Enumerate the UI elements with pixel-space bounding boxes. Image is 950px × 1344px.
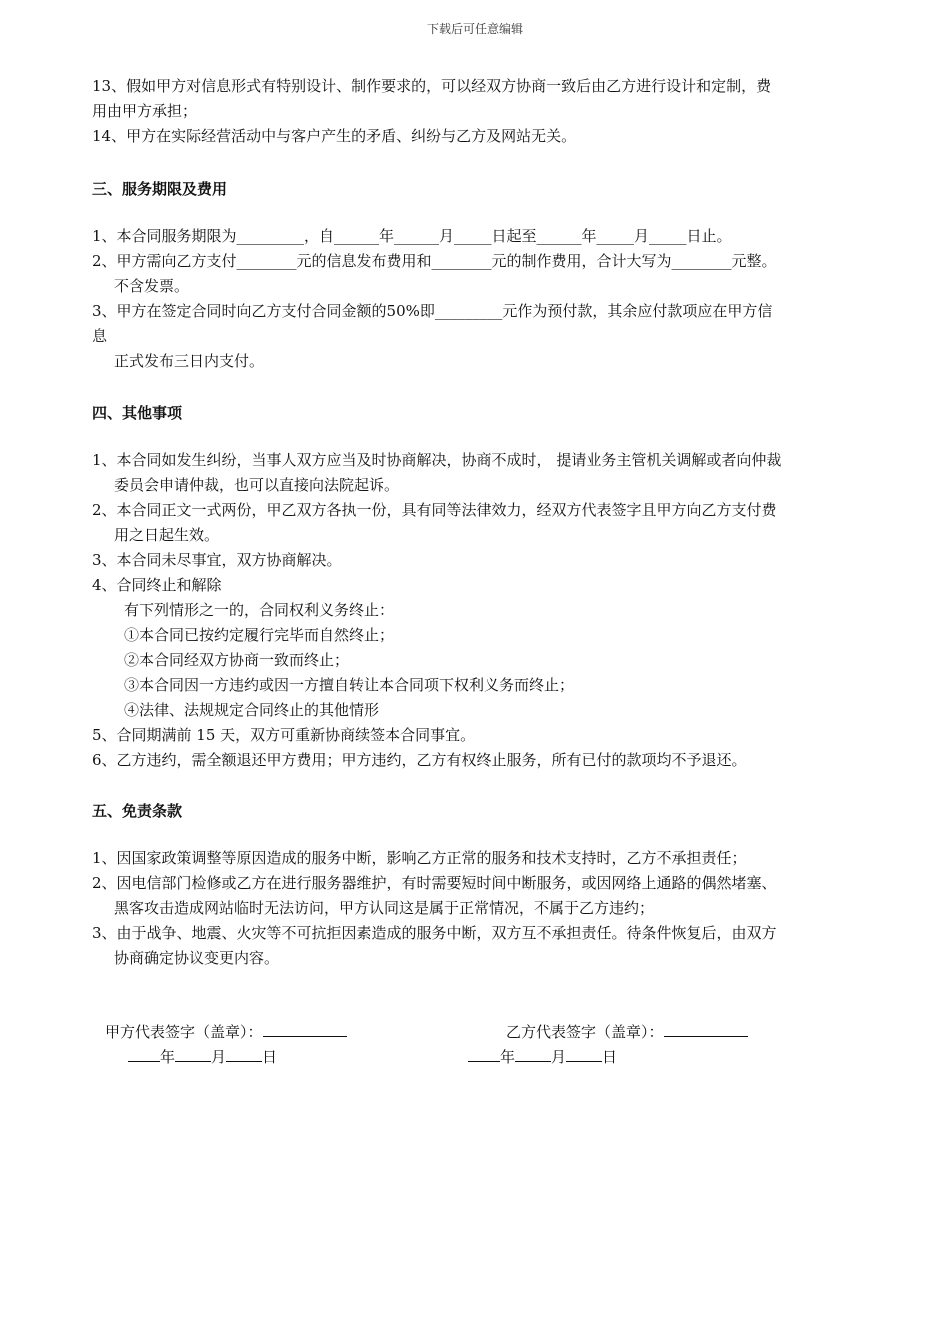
s3-line-1: 1、本合同服务期限为_________，自______年______月_____日起至______年_____月_____日止。 <box>92 227 732 245</box>
section-4-title: 四、其他事项 <box>92 404 183 422</box>
party-b-year-label: 年 <box>500 1048 516 1066</box>
party-b-month-label: 月 <box>551 1048 567 1066</box>
s4-line-11: ④法律、法规规定合同终止的其他情形 <box>124 701 380 719</box>
s4-line-12: 5、合同期满前 15 天，双方可重新协商续签本合同事宜。 <box>92 726 476 744</box>
party-a-signature-line[interactable] <box>263 1020 347 1037</box>
party-a-month-blank[interactable] <box>175 1045 211 1062</box>
s4-line-5: 3、本合同未尽事宜，双方协商解决。 <box>92 551 342 569</box>
s4-line-9: ②本合同经双方协商一致而终止； <box>124 651 350 669</box>
party-a-year-label: 年 <box>160 1048 176 1066</box>
s5-line-3: 黑客攻击造成网站临时无法访问，甲方认同这是属于正常情况，不属于乙方违约； <box>114 899 655 917</box>
section-3-body <box>92 224 872 374</box>
party-a-signature <box>105 1020 347 1045</box>
s5-line-2: 2、因电信部门检修或乙方在进行服务器维护，有时需要短时间中断服务，或因网络上通路的偶然堵塞、 <box>92 874 777 892</box>
s3-line-4: 3、甲方在签定合同时向乙方支付合同金额的50%即_________元作为预付款，其余应付款项应在甲方信 <box>92 302 773 320</box>
item-13-line-2: 用由甲方承担； <box>92 102 198 120</box>
party-b-label: 乙方代表签字（盖章）： <box>506 1023 664 1041</box>
party-a-day-label: 日 <box>262 1048 278 1066</box>
party-b-day-blank[interactable] <box>566 1045 602 1062</box>
s4-line-8: ①本合同已按约定履行完毕而自然终止； <box>124 626 395 644</box>
items-top <box>92 74 872 149</box>
section-3-title: 三、服务期限及费用 <box>92 180 228 198</box>
page-header-note: 下载后可任意编辑 <box>426 22 523 36</box>
party-a-day-blank[interactable] <box>226 1045 262 1062</box>
section-4-body <box>92 448 872 773</box>
s4-line-1: 1、本合同如发生纠纷，当事人双方应当及时协商解决，协商不成时， 提请业务主管机关调解或者向仲裁 <box>92 451 782 469</box>
item-14: 14、甲方在实际经营活动中与客户产生的矛盾、纠纷与乙方及网站无关。 <box>92 127 577 145</box>
section-5-body <box>92 846 872 971</box>
party-b-month-blank[interactable] <box>515 1045 551 1062</box>
s5-line-5: 协商确定协议变更内容。 <box>114 949 280 967</box>
s3-line-6: 正式发布三日内支付。 <box>114 352 265 370</box>
s4-line-3: 2、本合同正文一式两份，甲乙双方各执一份，具有同等法律效力，经双方代表签字且甲方向乙方支付费 <box>92 501 777 519</box>
party-a-month-label: 月 <box>211 1048 227 1066</box>
s4-line-2: 委员会申请仲裁，也可以直接向法院起诉。 <box>114 476 400 494</box>
s5-line-1: 1、因国家政策调整等原因造成的服务中断，影响乙方正常的服务和技术支持时，乙方不承担责任； <box>92 849 747 867</box>
s3-line-5: 息 <box>92 327 108 345</box>
item-13-line-1: 13、假如甲方对信息形式有特别设计、制作要求的，可以经双方协商一致后由乙方进行设计和定制，费 <box>92 77 772 95</box>
s5-line-4: 3、由于战争、地震、火灾等不可抗拒因素造成的服务中断，双方互不承担责任。待条件恢复后，由双方 <box>92 924 777 942</box>
party-b-date <box>468 1045 617 1070</box>
party-a-label: 甲方代表签字（盖章）： <box>105 1023 263 1041</box>
party-b-signature-line[interactable] <box>664 1020 748 1037</box>
section-5-title: 五、免责条款 <box>92 802 183 820</box>
s4-line-6: 4、合同终止和解除 <box>92 576 222 594</box>
party-b-signature <box>506 1020 748 1045</box>
s3-line-2: 2、甲方需向乙方支付________元的信息发布费用和________元的制作费用，合计大写为________元整。 <box>92 252 777 270</box>
party-a-year-blank[interactable] <box>128 1045 160 1062</box>
s4-line-7: 有下列情形之一的，合同权利义务终止： <box>124 601 395 619</box>
s4-line-10: ③本合同因一方违约或因一方擅自转让本合同项下权利义务而终止； <box>124 676 575 694</box>
s4-line-13: 6、乙方违约，需全额退还甲方费用；甲方违约，乙方有权终止服务，所有已付的款项均不予退还。 <box>92 751 747 769</box>
party-b-day-label: 日 <box>602 1048 618 1066</box>
party-a-date <box>128 1045 277 1070</box>
party-b-year-blank[interactable] <box>468 1045 500 1062</box>
s3-line-3: 不含发票。 <box>114 277 190 295</box>
s4-line-4: 用之日起生效。 <box>114 526 220 544</box>
